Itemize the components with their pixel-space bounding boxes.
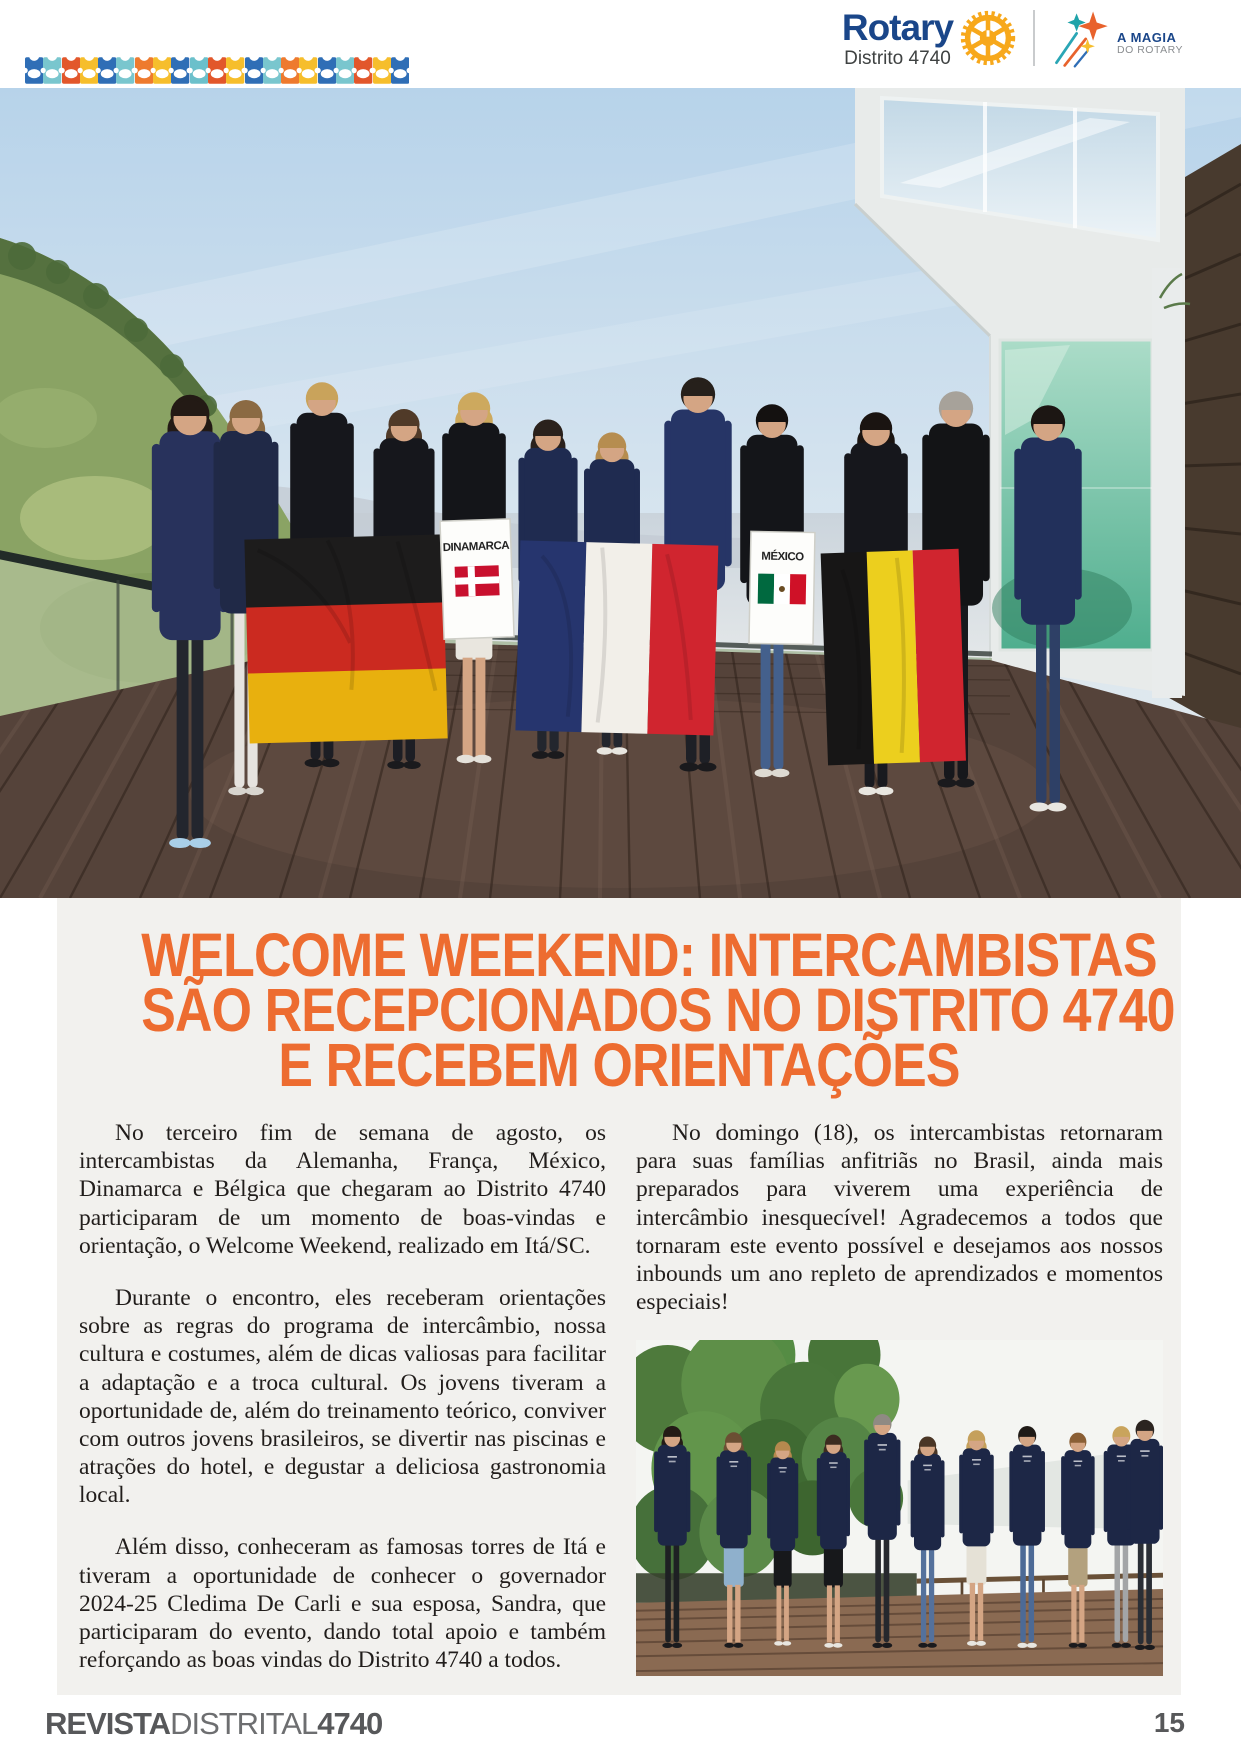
sign-mexico (749, 531, 815, 644)
rotary-wordmark: Rotary (841, 6, 954, 48)
rotary-text (841, 6, 954, 69)
svg-text:DINAMARCA: DINAMARCA (442, 539, 510, 555)
sign-denmark (440, 519, 514, 639)
flag-belgium (821, 549, 966, 766)
page-header (0, 0, 1241, 88)
magazine-logo-bold: REVISTA (45, 1705, 171, 1741)
article-panel (57, 898, 1181, 1695)
deco-strip (25, 55, 409, 86)
magia-logo (1051, 6, 1183, 70)
title-line-3: E RECEBEM ORIENTAÇÕES (278, 1031, 960, 1099)
rotary-logo (841, 6, 1017, 69)
page-number: 15 (1153, 1707, 1185, 1738)
rotary-district-label: Distrito 4740 (844, 47, 951, 69)
left-column (79, 1119, 606, 1698)
flag-france (515, 540, 718, 735)
brand-area (842, 6, 1183, 70)
magia-line1: A MAGIA (1117, 30, 1177, 46)
magazine-logo (45, 1705, 383, 1741)
page-footer (45, 1700, 1185, 1746)
shooting-stars-icon (1051, 6, 1115, 70)
rotary-wheel-icon (959, 9, 1017, 67)
svg-text:MÉXICO: MÉXICO (761, 550, 804, 564)
magazine-logo-number: 4740 (317, 1705, 383, 1741)
logo-divider (1033, 10, 1035, 66)
paragraph-2: Durante o encontro, eles receberam orientações sobre as regras do programa de intercâmbio, nossa cultura e costumes, além de dicas valiosas para facilitar a adaptação e a troca cultural. Os jovens tiveram a oportunidade de, além do treinamento teórico, conviver com outros jovens brasileiros, se divertir nas piscinas e atrações do hotel, e degustar a deliciosa gastronomia local. (79, 1284, 606, 1509)
paragraph-4: No domingo (18), os intercambistas retornaram para suas famílias anfitriãs no Brasil, ainda mais preparados para viverem uma experiência de intercâmbio inesquecível! Agradecemos a todos que tornaram este evento possível e desejamos aos nossos inbounds um ano repleto de aprendizados e momentos especiais! (636, 1120, 1163, 1316)
title-line-1: WELCOME WEEKEND: INTERCAMBISTAS (141, 921, 1157, 989)
article-title (57, 921, 1181, 1099)
magia-line2: DO ROTARY (1117, 43, 1183, 56)
group-photo-hero (0, 88, 1241, 898)
article-columns (57, 1093, 1181, 1698)
flag-germany (244, 534, 447, 743)
right-column (636, 1119, 1163, 1698)
paragraph-1: No terceiro fim de semana de agosto, os intercambistas da Alemanha, França, México, Dinamarca e Bélgica que chegaram ao Distrito 4740 participaram de um momento de boas-vindas e orientação, o Welcome Weekend, realizado em Itá/SC. (79, 1120, 606, 1259)
magia-text (1117, 31, 1183, 70)
magazine-logo-light: DISTRITAL (170, 1705, 318, 1741)
group-photo-secondary (636, 1340, 1163, 1676)
title-line-2: SÃO RECEPCIONADOS NO DISTRITO 4740 (141, 976, 1175, 1044)
paragraph-3: Além disso, conheceram as famosas torres de Itá e tiveram a oportunidade de conhecer o governador 2024-25 Cledima De Carli e sua esposa, Sandra, que participaram do evento, dando total apoio e também reforçando as boas vindas do Distrito 4740 a todos. (79, 1534, 606, 1674)
